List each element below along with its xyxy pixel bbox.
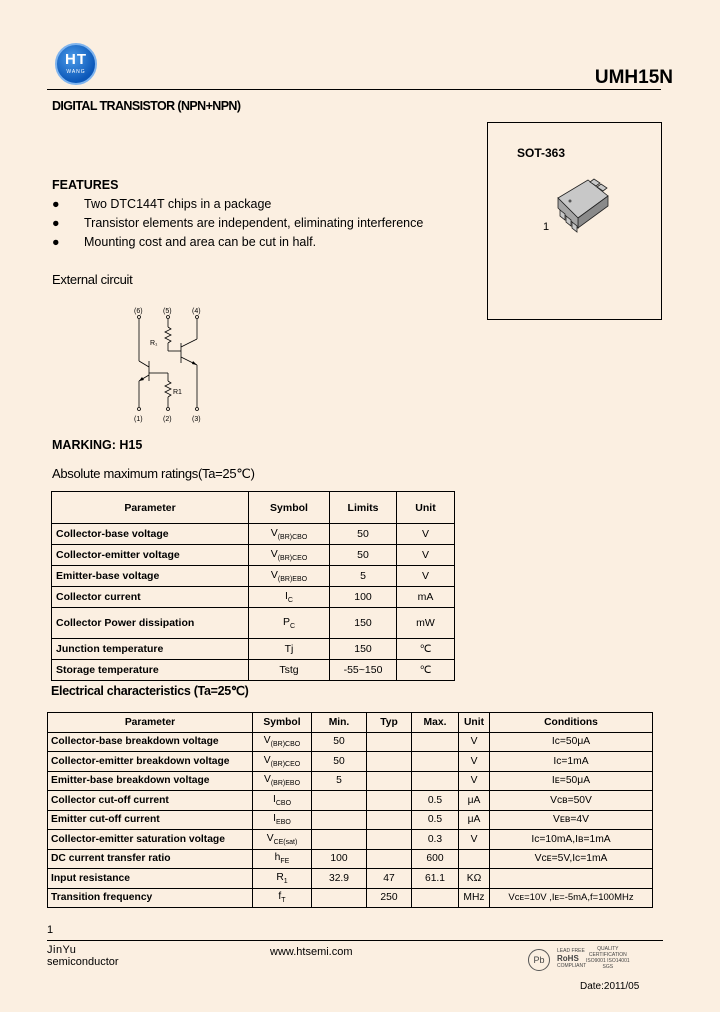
- company-name-line2: semiconductor: [47, 956, 119, 968]
- elec-char-table: [47, 712, 653, 908]
- table-row: DC current transfer ratio $h_{FE}$ 100 600 Vᴄᴇ=5V,Iᴄ=1mA: [48, 849, 653, 869]
- table-row: Collector-emitter voltage $V_{(BR)CEO}$ 50 V: [52, 545, 455, 566]
- website-url: www.htsemi.com: [270, 946, 353, 958]
- logo-text: HT: [65, 51, 87, 68]
- table-header: Symbol: [249, 492, 330, 524]
- table-header: Unit: [397, 492, 455, 524]
- package-pin1-label: 1: [543, 221, 550, 233]
- feature-item: ● Two DTC144T chips in a package: [52, 197, 272, 211]
- circuit-title: External circuit: [52, 272, 133, 287]
- table-row: Collector-base voltage $V_{(BR)CBO}$ 50 V: [52, 524, 455, 545]
- table-row: Transition frequency $f_T$ 250 MHz Vᴄᴇ=10V ,Iᴇ=-5mA,f=100MHz: [48, 888, 653, 908]
- table-header: Limits: [330, 492, 397, 524]
- table-row: Collector Power dissipation $P_C$ 150 mW: [52, 608, 455, 639]
- table-header: Parameter: [52, 492, 249, 524]
- table-row: Collector-emitter breakdown voltage $V_{(BR)CEO}$ 50 V Iᴄ=1mA: [48, 752, 653, 772]
- table-header: Parameter: [48, 713, 253, 733]
- circuit-pin-4: (4): [192, 308, 201, 315]
- table-header: Conditions: [490, 713, 653, 733]
- abs-max-table: [51, 491, 455, 681]
- table-row: Storage temperature Tstg -55~150 ℃: [52, 660, 455, 681]
- table-header: Min.: [312, 713, 367, 733]
- table-row: Emitter-base breakdown voltage $V_{(BR)EBO}$ 5 V Iᴇ=50μA: [48, 771, 653, 791]
- table-row: Collector-emitter saturation voltage $V_{CE(sat)}$ 0.3 V Iᴄ=10mA,Iʙ=1mA: [48, 830, 653, 850]
- features-title: FEATURES: [52, 178, 119, 192]
- abs-max-title: Absolute maximum ratings(Ta=25℃): [52, 466, 255, 481]
- feature-item: ● Mounting cost and area can be cut in half.: [52, 235, 317, 249]
- company-name-line1: JinYu: [47, 944, 77, 956]
- circuit-pin-2: (2): [163, 416, 172, 423]
- iso-certification-mark: QUALITY CERTIFICATION ISO9001 ISO14001 SGS: [586, 946, 630, 970]
- table-row: Collector cut-off current $I_{CBO}$ 0.5 μA Vᴄʙ=50V: [48, 791, 653, 811]
- company-logo: [55, 43, 97, 85]
- circuit-pin-3: (3): [192, 416, 201, 423]
- elec-title: Electrical characteristics (Ta=25℃): [51, 684, 249, 698]
- table-row: Junction temperature Tj 150 ℃: [52, 639, 455, 660]
- circuit-pin-1: (1): [134, 416, 143, 423]
- table-row: Collector current $I_C$ 100 mA: [52, 587, 455, 608]
- external-circuit-diagram: [125, 305, 215, 425]
- table-header: Unit: [459, 713, 490, 733]
- table-header: Symbol: [253, 713, 312, 733]
- circuit-r1-label-2: R1: [173, 389, 182, 396]
- table-header: Max.: [412, 713, 459, 733]
- model-number: UMH15N: [594, 67, 673, 88]
- sot363-package-drawing: [548, 170, 618, 250]
- page-number: 1: [47, 924, 54, 936]
- table-row: Emitter-base voltage $V_{(BR)EBO}$ 5 V: [52, 566, 455, 587]
- footer-rule: [47, 940, 663, 941]
- circuit-pin-6: (6): [134, 308, 143, 315]
- table-row: Input resistance $R_1$ 32.9 47 61.1 KΩ: [48, 869, 653, 889]
- circuit-pin-5: (5): [163, 308, 172, 315]
- document-date: Date:2011/05: [580, 981, 640, 992]
- header-rule: [47, 89, 661, 90]
- table-header: Typ: [367, 713, 412, 733]
- marking-label: MARKING: H15: [52, 438, 143, 452]
- table-row: Collector-base breakdown voltage $V_{(BR)CBO}$ 50 V Iᴄ=50μA: [48, 732, 653, 752]
- rohs-mark: LEAD FREE RoHS COMPLIANT: [557, 948, 587, 969]
- circuit-r1-label: R₁: [150, 340, 158, 347]
- logo-subtext: WANG: [66, 69, 86, 75]
- pb-free-icon: Pb: [528, 949, 550, 971]
- package-name: SOT-363: [517, 146, 566, 160]
- feature-item: ● Transistor elements are independent, eliminating interference: [52, 216, 424, 230]
- table-row: Emitter cut-off current $I_{EBO}$ 0.5 μA Vᴇʙ=4V: [48, 810, 653, 830]
- device-subtitle: DIGITAL TRANSISTOR (NPN+NPN): [52, 99, 241, 113]
